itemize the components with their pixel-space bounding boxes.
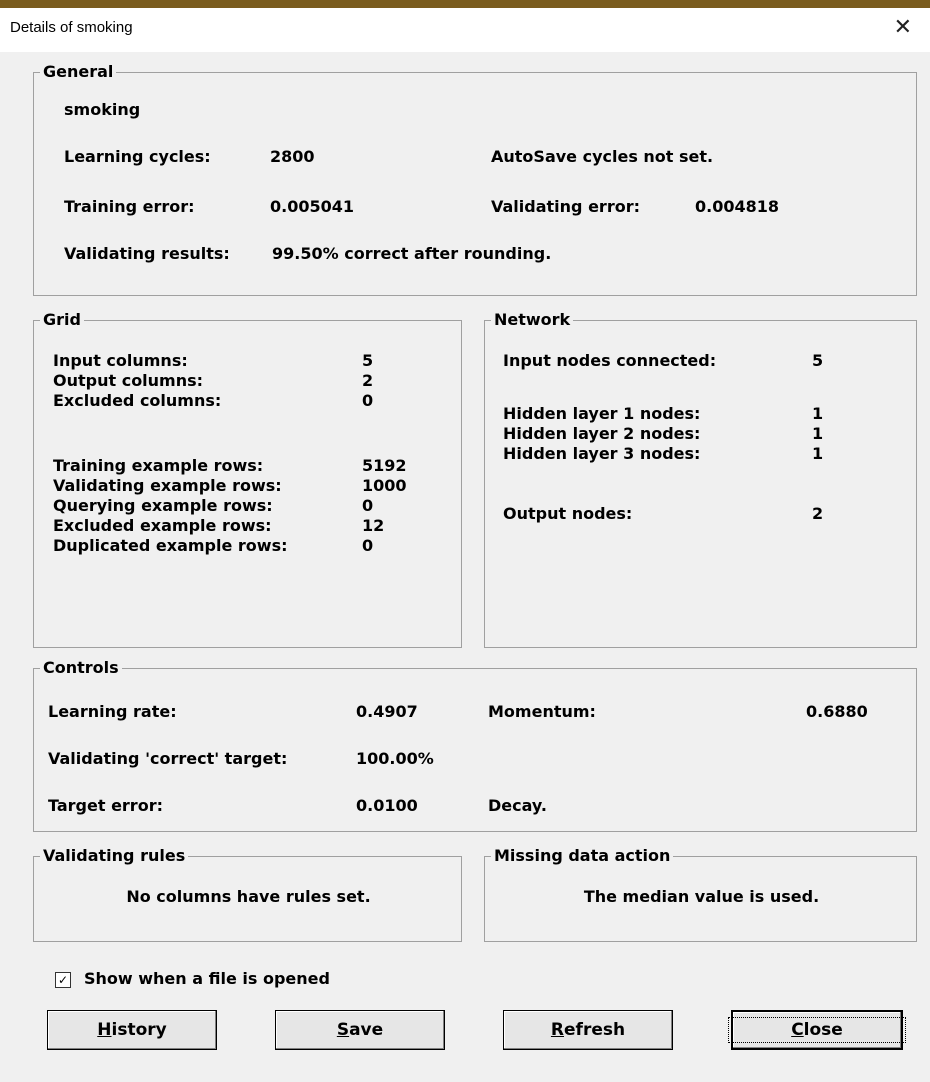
window-title: Details of smoking — [10, 19, 133, 36]
missing-data-group — [484, 846, 917, 942]
save-button[interactable] — [275, 1010, 445, 1050]
correct-target-value: 100.00% — [356, 749, 434, 768]
grid-legend: Grid — [40, 310, 84, 330]
grid-row-label: Validating example rows: — [53, 476, 282, 495]
validating-rules-legend: Validating rules — [40, 846, 188, 866]
title-bar — [0, 8, 930, 52]
validating-rules-group — [33, 846, 462, 942]
network-row-label: Input nodes connected: — [503, 351, 717, 370]
correct-target-label: Validating 'correct' target: — [48, 749, 288, 768]
network-name: smoking — [64, 100, 141, 119]
grid-row-label: Input columns: — [53, 351, 188, 370]
network-row-value: 2 — [812, 504, 824, 523]
learning-rate-value: 0.4907 — [356, 702, 418, 721]
missing-data-legend: Missing data action — [491, 846, 673, 866]
controls-legend: Controls — [40, 658, 122, 678]
training-error-label: Training error: — [64, 197, 195, 216]
history-label: istory — [111, 1020, 167, 1040]
network-row-label: Hidden layer 3 nodes: — [503, 444, 701, 463]
validating-rules-text: No columns have rules set. — [126, 887, 371, 906]
network-row-label: Hidden layer 2 nodes: — [503, 424, 701, 443]
save-label: ave — [349, 1020, 384, 1040]
training-error-value: 0.005041 — [270, 197, 355, 216]
refresh-button[interactable] — [503, 1010, 673, 1050]
target-error-label: Target error: — [48, 796, 163, 815]
missing-data-text: The median value is used. — [583, 887, 820, 906]
learning-cycles-value: 2800 — [270, 147, 315, 166]
grid-row-value: 0 — [362, 496, 374, 515]
close-button[interactable] — [731, 1010, 903, 1050]
history-button[interactable] — [47, 1010, 217, 1050]
autosave-text: AutoSave cycles not set. — [491, 147, 714, 166]
grid-row-value: 0 — [362, 391, 374, 410]
network-row-value: 5 — [812, 351, 824, 370]
grid-row-value: 2 — [362, 371, 374, 390]
grid-row-label: Output columns: — [53, 371, 204, 390]
show-when-opened-checkbox[interactable]: ✓ — [55, 972, 71, 988]
network-row-value: 1 — [812, 444, 824, 463]
refresh-accel: R — [550, 1020, 565, 1040]
details-dialog — [0, 8, 930, 1082]
grid-row-value: 0 — [362, 536, 374, 555]
network-group — [484, 310, 917, 648]
grid-row-value: 5192 — [362, 456, 407, 475]
validating-results-value: 99.50% correct after rounding. — [272, 244, 552, 263]
controls-group — [33, 658, 917, 832]
grid-group — [33, 310, 462, 648]
grid-row-label: Training example rows: — [53, 456, 264, 475]
grid-row-value: 12 — [362, 516, 385, 535]
network-row-label: Output nodes: — [503, 504, 633, 523]
network-row-value: 1 — [812, 424, 824, 443]
general-group — [33, 62, 917, 296]
network-row-value: 1 — [812, 404, 824, 423]
grid-row-label: Duplicated example rows: — [53, 536, 288, 555]
close-icon[interactable]: ✕ — [893, 14, 912, 39]
learning-cycles-label: Learning cycles: — [64, 147, 211, 166]
show-when-opened-label[interactable]: Show when a file is opened — [84, 969, 330, 988]
target-error-value: 0.0100 — [356, 796, 418, 815]
network-legend: Network — [491, 310, 573, 330]
refresh-label: efresh — [564, 1020, 626, 1040]
grid-row-label: Excluded columns: — [53, 391, 222, 410]
validating-error-label: Validating error: — [491, 197, 640, 216]
momentum-value: 0.6880 — [806, 702, 868, 721]
grid-row-label: Querying example rows: — [53, 496, 273, 515]
history-accel: H — [97, 1020, 112, 1040]
validating-error-value: 0.004818 — [695, 197, 780, 216]
learning-rate-label: Learning rate: — [48, 702, 177, 721]
grid-row-label: Excluded example rows: — [53, 516, 272, 535]
validating-results-label: Validating results: — [64, 244, 230, 263]
save-accel: S — [336, 1020, 350, 1040]
grid-row-value: 5 — [362, 351, 374, 370]
close-accel: C — [791, 1020, 804, 1040]
general-legend: General — [40, 62, 116, 82]
grid-row-value: 1000 — [362, 476, 407, 495]
momentum-label: Momentum: — [488, 702, 596, 721]
decay-text: Decay. — [488, 796, 547, 815]
network-row-label: Hidden layer 1 nodes: — [503, 404, 701, 423]
close-label: lose — [803, 1020, 843, 1040]
